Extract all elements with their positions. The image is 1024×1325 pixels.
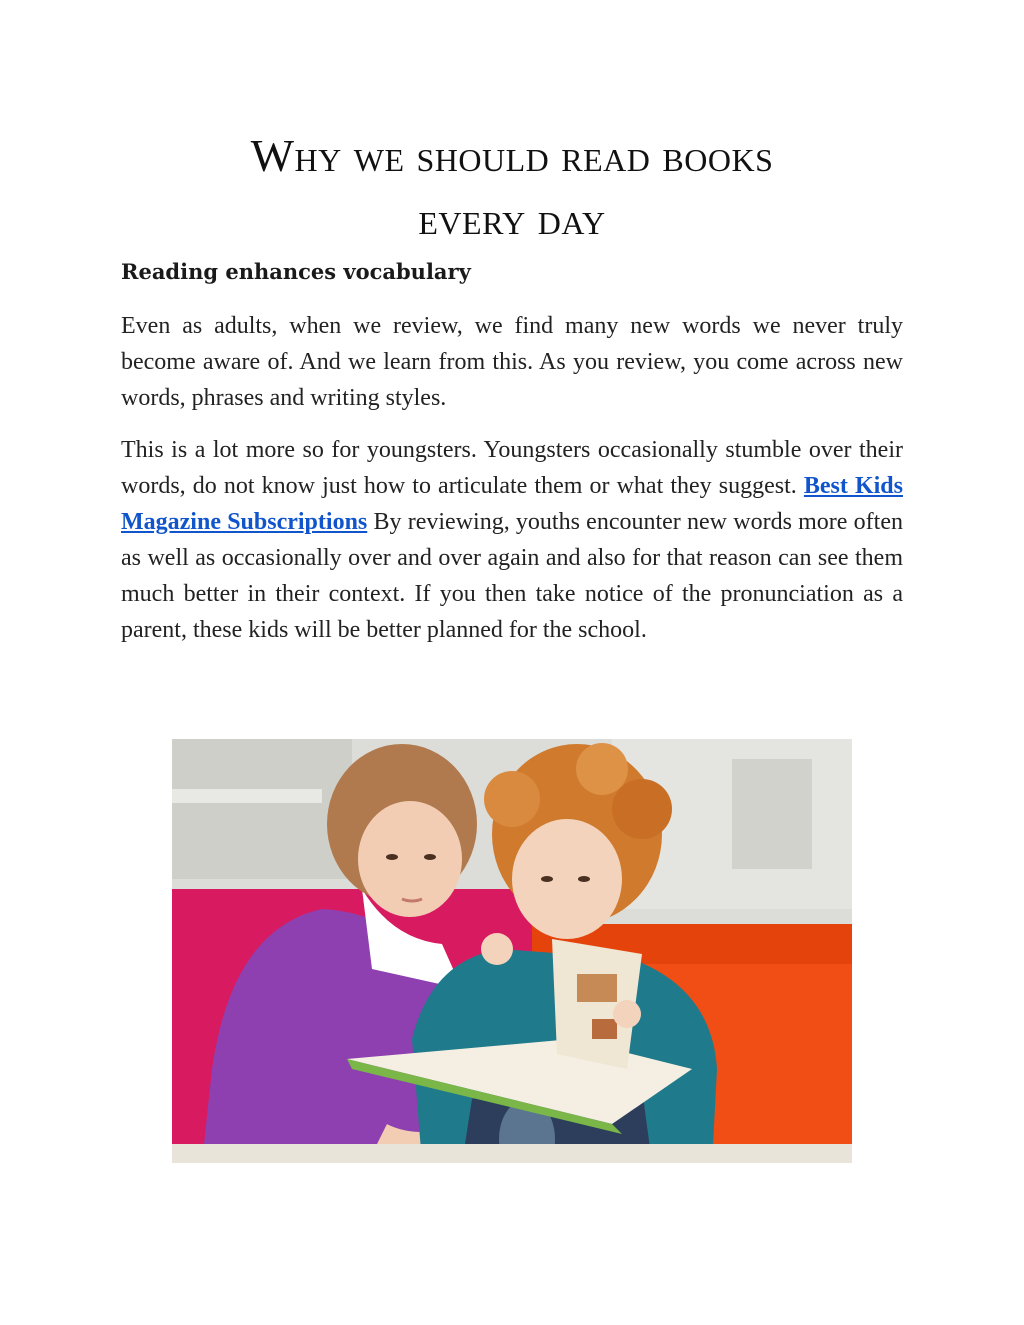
children-reading-photo xyxy=(172,739,852,1163)
page-title xyxy=(100,124,924,250)
magazine-subscriptions-link[interactable]: Best Kids Magazine Subscriptions xyxy=(121,473,903,535)
paragraph-2-text-before: This is a lot more so for youngsters. Youngsters occasionally stumble over their words, do not know just how to articulate them or what they suggest. xyxy=(121,437,903,499)
paragraph-2-text-after: By reviewing, youths encounter new words more often as well as occasionally over and over again and also for that reason can see them much better in their context. If you then take notice of the pronunciation as a parent, these kids will be better planned for the school. xyxy=(121,509,903,643)
title-line-1: Why we should read books xyxy=(250,130,774,181)
paragraph-1: Even as adults, when we review, we find many new words we never truly become aware of. And we learn from this. As you review, you come across new words, phrases and writing styles. xyxy=(121,313,903,411)
boy-face xyxy=(512,819,622,939)
children-reading-illustration xyxy=(172,739,852,1163)
section-heading: Reading enhances vocabulary xyxy=(121,259,471,284)
title-line-2: every day xyxy=(418,193,606,244)
paragraph-2 xyxy=(121,432,903,648)
